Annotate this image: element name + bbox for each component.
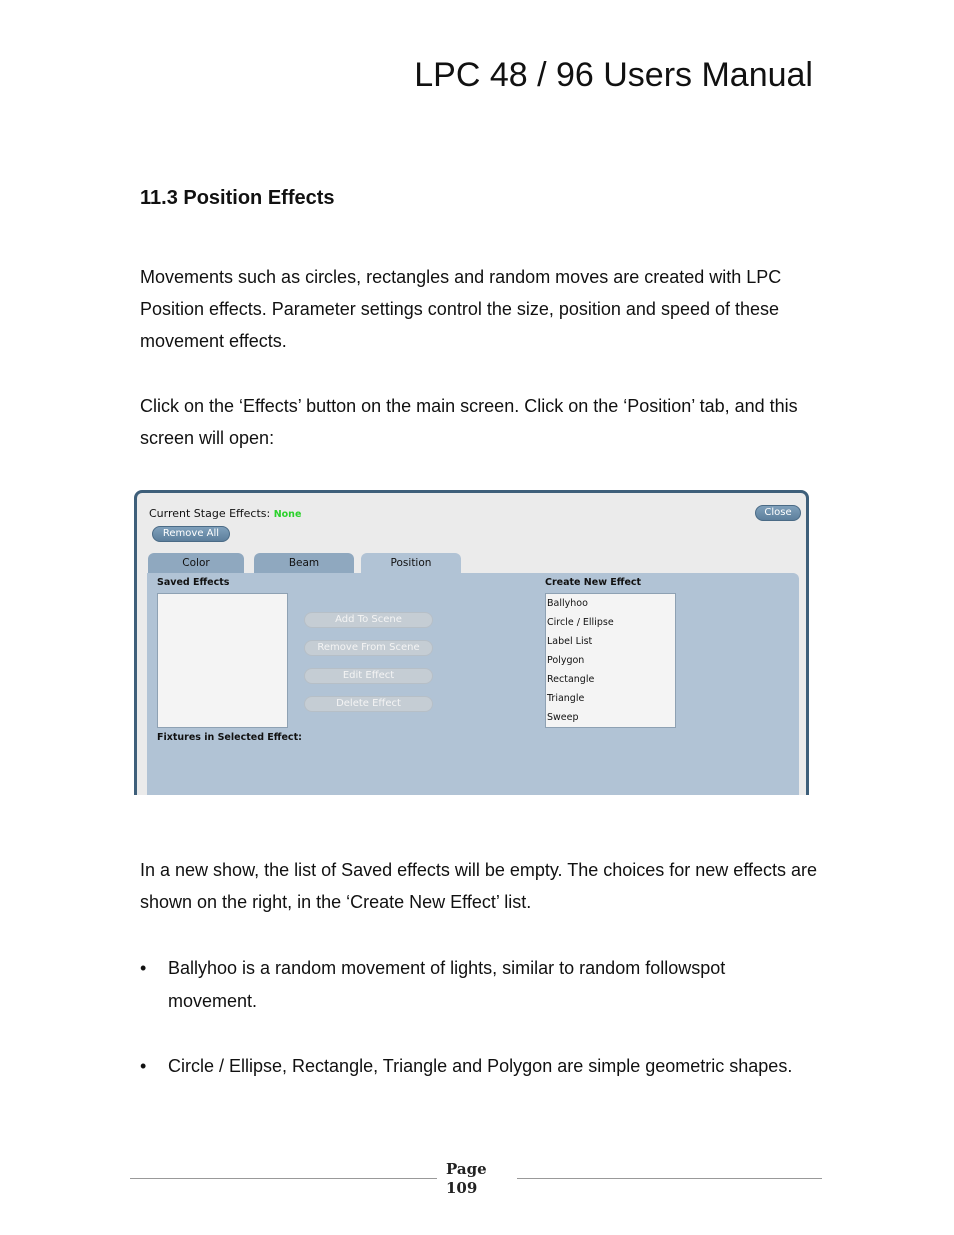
edit-effect-button[interactable]: Edit Effect [304,668,433,684]
list-item-sweep[interactable]: Sweep [547,712,579,723]
current-stage-effects-value: None [273,509,302,520]
document-title: LPC 48 / 96 Users Manual [414,56,813,94]
bullet-text: Circle / Ellipse, Rectangle, Triangle and Polygon are simple geometric shapes. [168,1056,793,1076]
list-item-circle-ellipse[interactable]: Circle / Ellipse [547,617,614,628]
create-new-effect-list[interactable] [545,593,676,728]
list-item-triangle[interactable]: Triangle [547,693,585,704]
tab-beam[interactable]: Beam [254,553,354,573]
remove-from-scene-button[interactable]: Remove From Scene [304,640,433,656]
create-new-effect-label: Create New Effect [545,577,642,588]
intro-paragraph: Movements such as circles, rectangles and random moves are created with LPC Position effects. Parameter settings control the size, position and speed of these movement effects. [140,267,782,351]
list-item-rectangle[interactable]: Rectangle [547,674,595,685]
delete-effect-button[interactable]: Delete Effect [304,696,433,712]
instruction-paragraph: Click on the ‘Effects’ button on the main screen. Click on the ‘Position’ tab, and this screen will open: [140,396,798,448]
list-item-label-list[interactable]: Label List [547,636,593,647]
footer-rule-left [130,1178,437,1179]
saved-effects-list[interactable] [157,593,288,728]
bullet-item [140,952,830,1018]
bullet-item [140,1050,830,1116]
remove-all-button[interactable]: Remove All [152,526,230,542]
page-word: Page [446,1160,487,1178]
tab-color[interactable]: Color [148,553,244,573]
current-stage-effects-label: Current Stage Effects: [149,507,271,520]
footer-rule-right [517,1178,822,1179]
effects-window-screenshot [134,490,809,795]
close-button[interactable]: Close [755,505,801,521]
bullet-icon: • [140,958,147,978]
list-item-polygon[interactable]: Polygon [547,655,585,666]
add-to-scene-button[interactable]: Add To Scene [304,612,433,628]
bullet-text: Ballyhoo is a random movement of lights, similar to random followspot movement. [168,958,726,1011]
saved-effects-paragraph: In a new show, the list of Saved effects will be empty. The choices for new effects are shown on the right, in the ‘Create New Effect’ list. [140,860,818,912]
tab-position[interactable]: Position [361,553,461,573]
position-effects-panel [147,573,799,795]
section-heading: 11.3 Position Effects [140,187,335,209]
current-stage-effects [149,507,301,520]
saved-effects-label: Saved Effects [157,577,230,588]
page-number [437,1160,517,1198]
page-number-value: 109 [446,1179,478,1197]
bullet-icon: • [140,1056,147,1076]
fixtures-in-selected-effect-label: Fixtures in Selected Effect: [157,732,302,743]
list-item-ballyhoo[interactable]: Ballyhoo [547,598,588,609]
